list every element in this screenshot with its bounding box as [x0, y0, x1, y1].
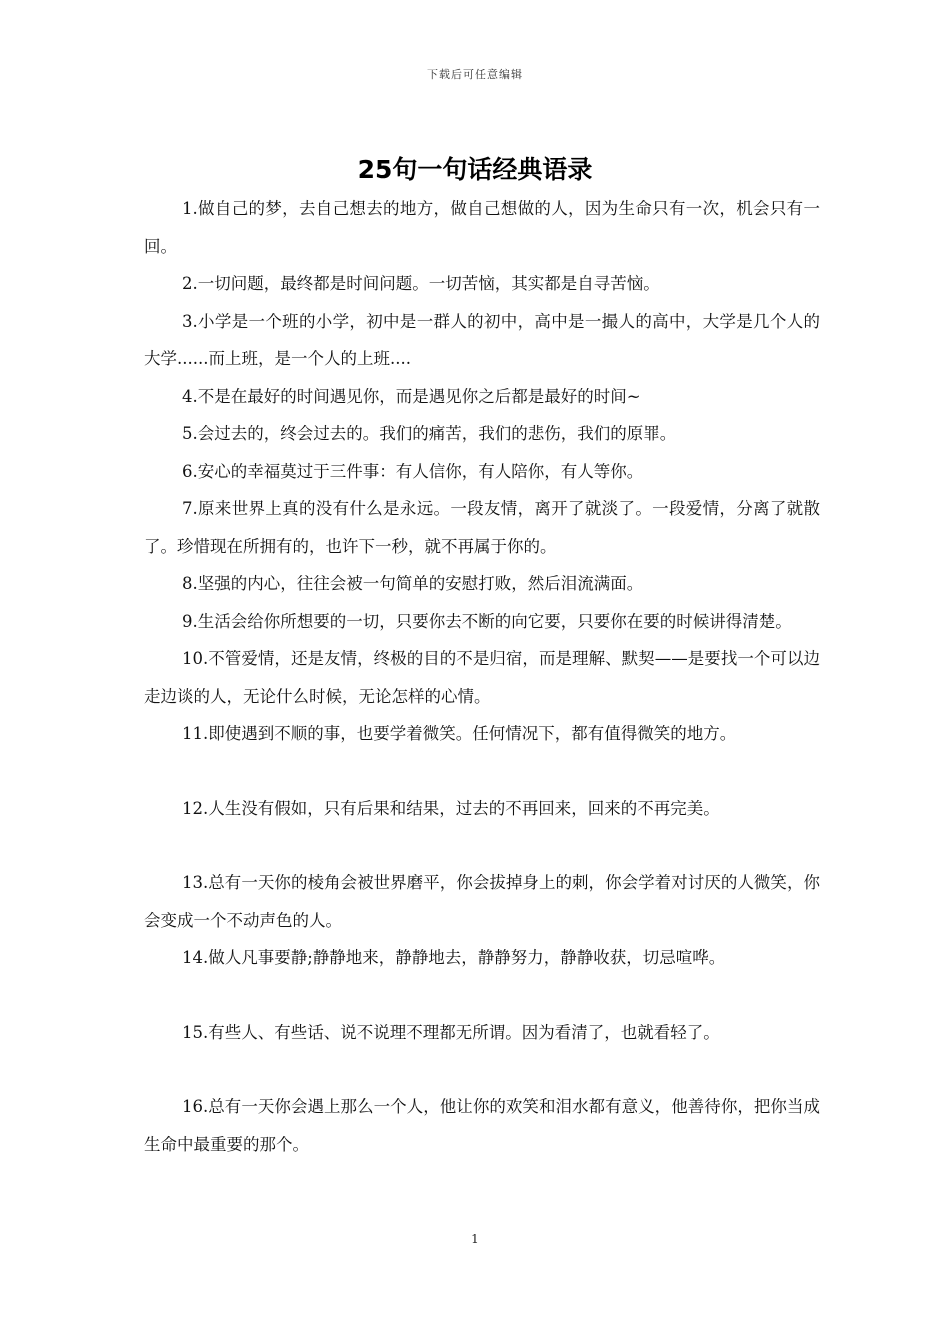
- page-number: 1: [471, 1232, 479, 1246]
- quote-item: 9.生活会给你所想要的一切，只要你去不断的向它要，只要你在要的时候讲得清楚。: [182, 611, 792, 631]
- quote-item: 2.一切问题，最终都是时间问题。一切苦恼，其实都是自寻苦恼。: [182, 274, 660, 293]
- quote-item: 1.做自己的梦，去自己想去的地方，做自己想做的人，因为生命只有一次，机会只有一回。: [144, 199, 820, 256]
- quote-item: 14.做人凡事要静;静静地来，静静地去，静静努力，静静收获，切忌喧哗。: [182, 948, 726, 967]
- quote-item: 10.不管爱情，还是友情，终极的目的不是归宿，而是理解、默契——是要找一个可以边走边谈的人，无论什么时候，无论怎样的心情。: [144, 649, 820, 706]
- quote-item: 7.原来世界上真的没有什么是永远。一段友情，离开了就淡了。一段爱情，分离了就散了。珍惜现在所拥有的，也许下一秒，就不再属于你的。: [144, 499, 820, 556]
- quote-item: 5.会过去的，终会过去的。我们的痛苦，我们的悲伤，我们的原罪。: [182, 424, 677, 443]
- document-title: 25句一句话经典语录: [357, 155, 593, 184]
- quote-item: 15.有些人、有些话、说不说理不理都无所谓。因为看清了，也就看轻了。: [182, 1022, 720, 1042]
- quote-item: 4.不是在最好的时间遇见你，而是遇见你之后都是最好的时间~: [182, 386, 641, 406]
- quote-item: 11.即使遇到不顺的事，也要学着微笑。任何情况下，都有值得微笑的地方。: [182, 724, 737, 743]
- quote-item: 16.总有一天你会遇上那么一个人，他让你的欢笑和泪水都有意义，他善待你，把你当成生命中最重要的那个。: [144, 1097, 820, 1154]
- quote-item: 8.坚强的内心，往往会被一句简单的安慰打败，然后泪流满面。: [182, 574, 644, 593]
- quote-list: [144, 190, 820, 1163]
- quote-item: 6.安心的幸福莫过于三件事：有人信你，有人陪你，有人等你。: [182, 461, 644, 481]
- quote-item: 12.人生没有假如，只有后果和结果，过去的不再回来，回来的不再完美。: [182, 798, 720, 818]
- quote-item: 3.小学是一个班的小学，初中是一群人的初中，高中是一撮人的高中，大学是几个人的大学......而上班，是一个人的上班....: [144, 311, 820, 368]
- page-header-note: 下载后可任意编辑: [427, 68, 523, 81]
- quote-item: 13.总有一天你的棱角会被世界磨平，你会拔掉身上的刺，你会学着对讨厌的人微笑，你会变成一个不动声色的人。: [144, 873, 820, 930]
